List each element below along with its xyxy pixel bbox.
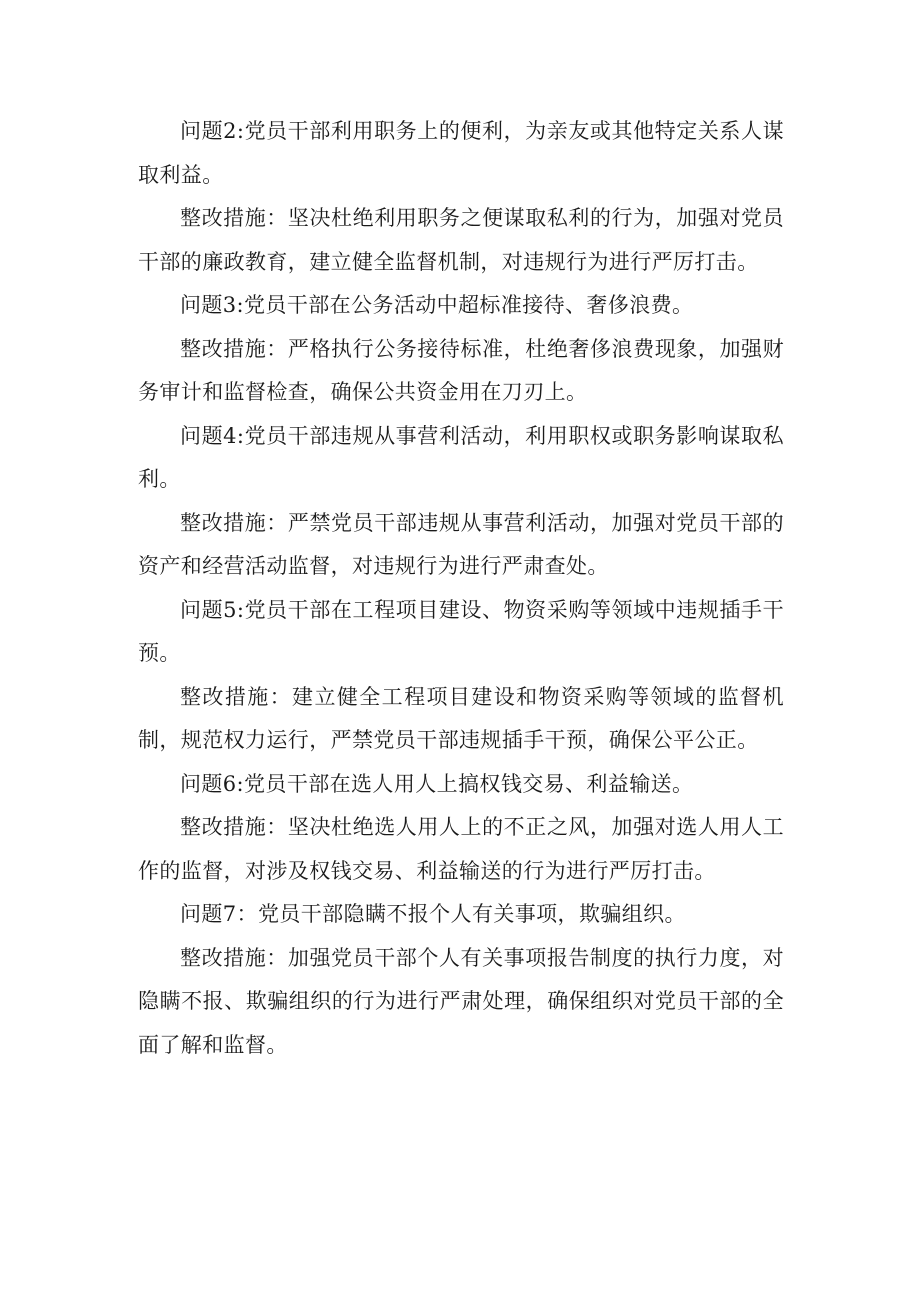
- problem-7: 问题7：党员干部隐瞒不报个人有关事项，欺骗组织。: [180, 902, 686, 926]
- measure-5: 整改措施：建立健全工程项目建设和物资采购等领域的监督机制，规范权力运行，严禁党员干部违规插手干预，确保公平公正。: [138, 684, 784, 752]
- measure-3: 整改措施：严格执行公务接待标准，杜绝奢侈浪费现象，加强财务审计和监督检查，确保公共资金用在刀刃上。: [138, 336, 784, 404]
- problem-6: 问题6:党员干部在选人用人上搞权钱交易、利益输送。: [180, 771, 694, 796]
- problem-3: 问题3:党员干部在公务活动中超标准接待、奢侈浪费。: [180, 293, 694, 317]
- measure-6: 整改措施：坚决杜绝选人用人上的不正之风，加强对选人用人工作的监督，对涉及权钱交易、利益输送的行为进行严厉打击。: [138, 815, 784, 883]
- measure-2: 整改措施：坚决杜绝利用职务之便谋取私利的行为，加强对党员干部的廉政教育，建立健全监督机制，对违规行为进行严厉打击。: [138, 206, 784, 274]
- problem-2: 问题2:党员干部利用职务上的便利，为亲友或其他特定关系人谋取利益。: [138, 119, 784, 187]
- problem-5: 问题5:党员干部在工程项目建设、物资采购等领域中违规插手干预。: [138, 597, 784, 665]
- measure-7: 整改措施：加强党员干部个人有关事项报告制度的执行力度，对隐瞒不报、欺骗组织的行为进行严肃处理，确保组织对党员干部的全面了解和监督。: [138, 945, 784, 1057]
- measure-4: 整改措施：严禁党员干部违规从事营利活动，加强对党员干部的资产和经营活动监督，对违规行为进行严肃查处。: [138, 510, 784, 578]
- document-body: [138, 110, 784, 1067]
- problem-4: 问题4:党员干部违规从事营利活动，利用职权或职务影响谋取私利。: [138, 423, 784, 491]
